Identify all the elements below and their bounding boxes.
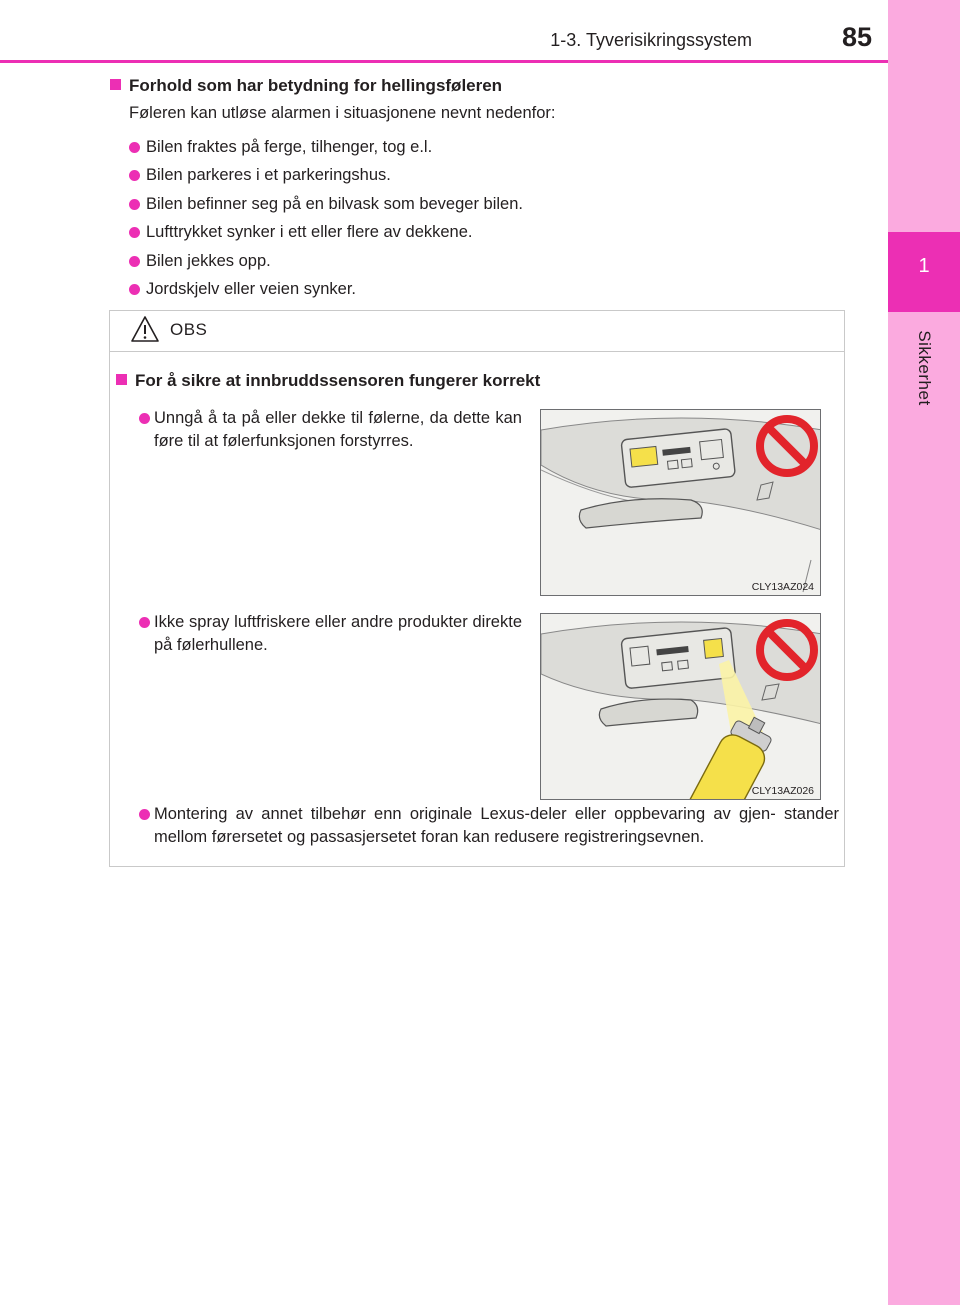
tilt-conditions-list [129, 133, 523, 304]
notice-item-text: Unngå å ta på eller dekke til følerne, da dette kan føre til at følerfunksjonen forstyrres. [154, 409, 522, 450]
notice-subheading-text: For å sikre at innbruddssensoren fungerer korrekt [135, 371, 541, 390]
list-item-text: Jordskjelv eller veien synker. [146, 280, 357, 299]
bullet-dot-icon [139, 617, 150, 628]
bullet-dot-icon [129, 284, 140, 295]
illustration-code: CLY13AZ024 [751, 581, 814, 593]
warning-triangle-icon [130, 315, 160, 343]
page-number: 85 [842, 22, 873, 52]
list-item [129, 190, 523, 219]
sensor-illustration-no-touch [540, 409, 821, 596]
tilt-section-intro: Føleren kan utløse alarmen i situasjonene nevnt nedenfor: [129, 104, 556, 122]
bullet-dot-icon [129, 199, 140, 210]
bullet-dot-icon [139, 809, 150, 820]
chapter-label: Sikkerhet [915, 330, 934, 406]
list-item [129, 219, 523, 248]
notice-item [139, 611, 522, 657]
list-item-text: Bilen jekkes opp. [146, 251, 271, 270]
overhead-console-illustration [541, 410, 821, 596]
bullet-dot-icon [139, 413, 150, 424]
overhead-console-spray-illustration [541, 614, 821, 800]
list-item-text: Bilen fraktes på ferge, tilhenger, tog e.l. [146, 137, 433, 156]
notice-header [110, 311, 844, 352]
sensor-illustration-no-spray [540, 613, 821, 800]
notice-subheading [116, 371, 540, 391]
bullet-dot-icon [129, 142, 140, 153]
notice-box [109, 310, 845, 867]
section-title: 1-3. Tyverisikringssystem [550, 30, 752, 50]
square-bullet-icon [110, 79, 121, 90]
square-bullet-icon [116, 374, 127, 385]
notice-item-text: Montering av annet tilbehør enn originale Lexus-deler eller oppbevaring av gjen- stander mellom førersetet og passasjersetet foran kan redusere registreringsevnen. [154, 805, 839, 846]
tilt-section-heading [110, 76, 502, 96]
list-item-text: Bilen parkeres i et parkeringshus. [146, 166, 391, 185]
notice-title: OBS [170, 320, 208, 339]
list-item-text: Lufttrykket synker i ett eller flere av dekkene. [146, 223, 473, 242]
illustration-code: CLY13AZ026 [751, 785, 814, 797]
list-item-text: Bilen befinner seg på en bilvask som beveger bilen. [146, 194, 523, 213]
list-item [129, 133, 523, 162]
chapter-side-strip [888, 0, 960, 1305]
list-item [129, 247, 523, 276]
list-item [129, 276, 523, 305]
notice-item [139, 407, 522, 453]
chapter-number: 1 [918, 255, 930, 277]
tilt-section-heading-text: Forhold som har betydning for hellingsføleren [129, 76, 503, 95]
header-rule [0, 60, 888, 63]
notice-item-text: Ikke spray luftfriskere eller andre produkter direkte på følerhullene. [154, 613, 522, 654]
bullet-dot-icon [129, 256, 140, 267]
notice-item [139, 803, 839, 849]
bullet-dot-icon [129, 170, 140, 181]
bullet-dot-icon [129, 227, 140, 238]
list-item [129, 162, 523, 191]
